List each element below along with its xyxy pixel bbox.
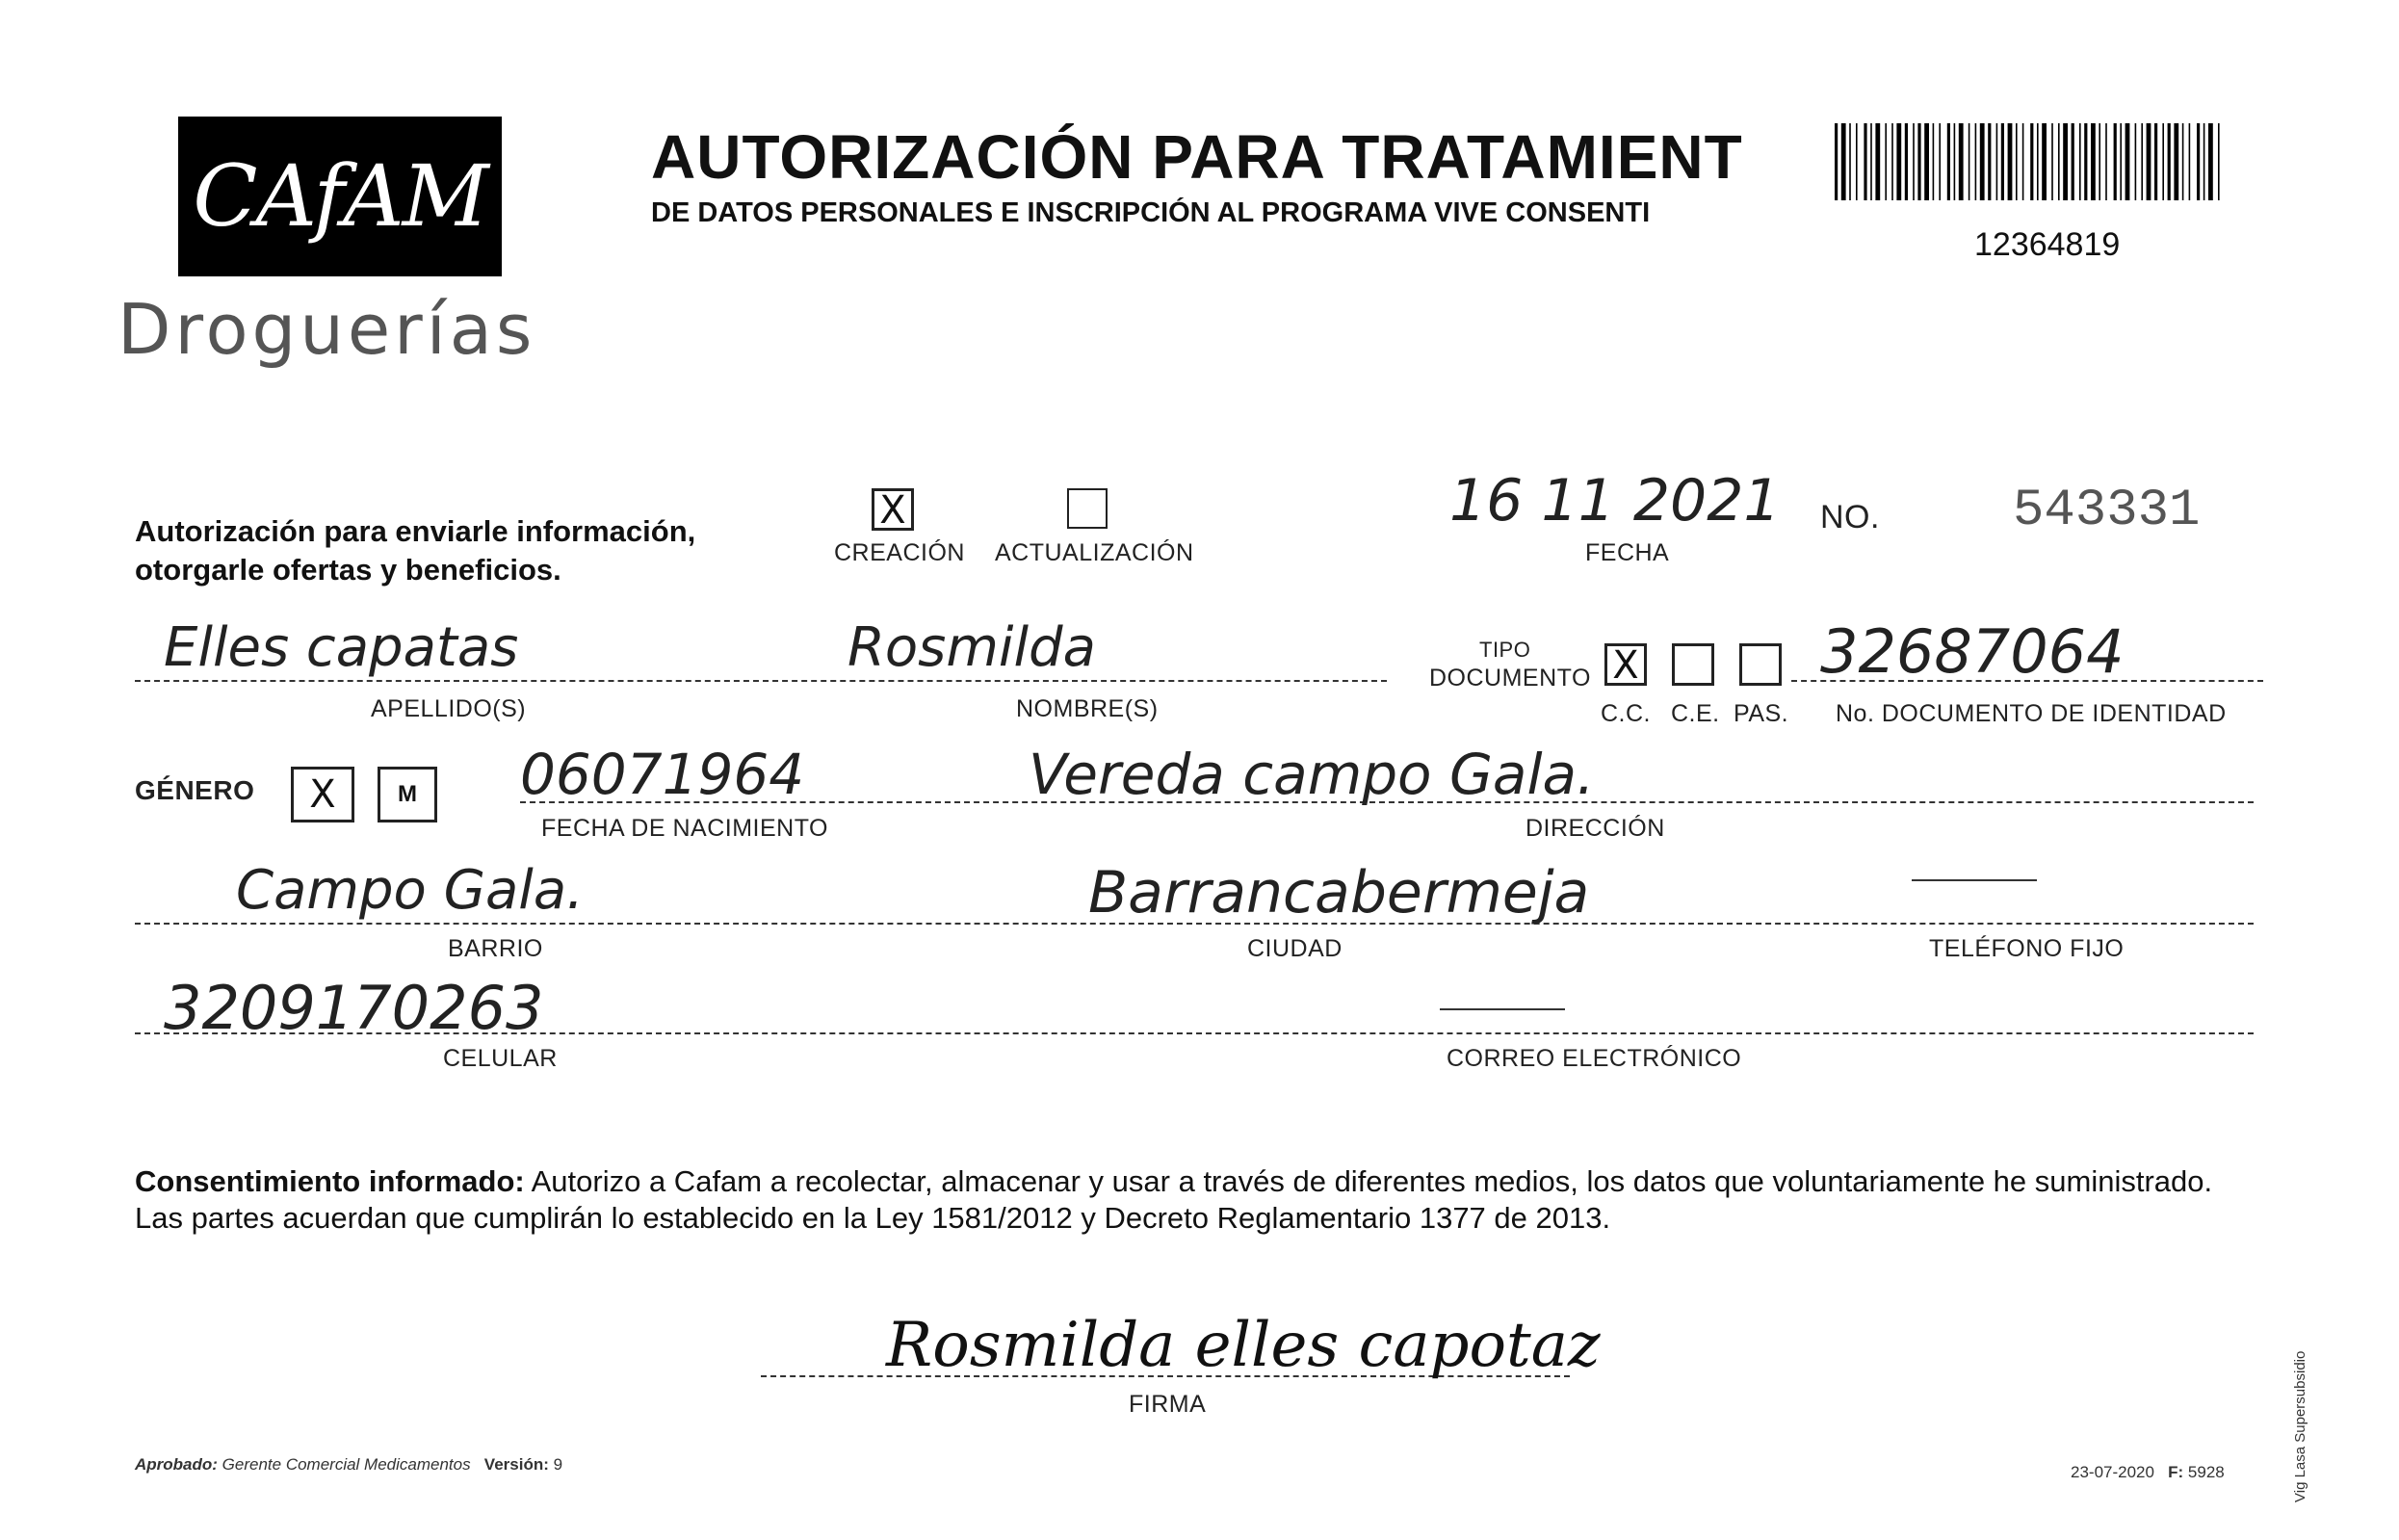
- barcode-bar: [2016, 123, 2018, 200]
- phone-label: TELÉFONO FIJO: [1929, 935, 2125, 962]
- cc-label: C.C.: [1601, 700, 1651, 727]
- document-number-value[interactable]: 32687064: [1820, 616, 2125, 687]
- ce-checkbox[interactable]: [1672, 643, 1714, 686]
- barcode-bar: [2174, 123, 2178, 200]
- barcode-bar: [1875, 123, 1880, 200]
- signature: Rosmilda elles capotaz: [886, 1310, 1601, 1381]
- version-label: Versión:: [483, 1455, 549, 1474]
- barcode-bar: [2008, 123, 2013, 200]
- city-label: CIUDAD: [1247, 935, 1343, 962]
- address-value[interactable]: Vereda campo Gala.: [1029, 742, 1595, 807]
- consent-heading: Consentimiento informado:: [135, 1164, 525, 1198]
- email-strike: [1440, 1008, 1565, 1010]
- creation-label: CREACIÓN: [834, 539, 965, 566]
- cafam-logo: CAfAM: [193, 146, 487, 246]
- documento-label: DOCUMENTO: [1429, 665, 1591, 692]
- barcode-bar: [2125, 123, 2130, 200]
- barcode-bar: [1924, 123, 1929, 200]
- barcode-bar: [1975, 123, 1977, 200]
- barcode-bar: [1885, 123, 1887, 200]
- mobile-label: CELULAR: [443, 1045, 558, 1072]
- barcode-bar: [2099, 123, 2100, 200]
- gender-m-checkbox[interactable]: [378, 767, 437, 822]
- barcode-bar: [2154, 123, 2157, 200]
- barcode-bar: [1864, 123, 1866, 200]
- update-label: ACTUALIZACIÓN: [995, 539, 1194, 566]
- barcode-bar: [2120, 123, 2122, 200]
- barcode-bar: [2218, 123, 2220, 200]
- update-checkbox[interactable]: [1067, 488, 1108, 529]
- barcode-bar: [2105, 123, 2107, 200]
- barcode-bar: [2079, 123, 2081, 200]
- barcode-bar: [2197, 123, 2200, 200]
- footer-date: 23-07-2020: [2071, 1463, 2154, 1481]
- creation-checkbox[interactable]: [872, 488, 914, 531]
- barcode-bar: [2072, 123, 2074, 200]
- creation-check-mark: X: [879, 488, 906, 533]
- barrio-label: BARRIO: [448, 935, 543, 962]
- barcode-bar: [1959, 123, 1964, 200]
- consent-body: Autorizo a Cafam a recolectar, almacenar y usar a través de diferentes medios, los datos que voluntariamente he suministrado. Las partes acuerdan que cumplirán lo establecido en la Ley 1581/2012 y Decreto Reglamentario 1377 de 2013.: [135, 1164, 2213, 1235]
- barrio-value[interactable]: Campo Gala.: [236, 859, 584, 922]
- date-value: 16 11 2021: [1449, 467, 1781, 535]
- barcode-bar: [2168, 123, 2171, 200]
- barcode-bar: [2114, 123, 2117, 200]
- approved-label: Aprobado:: [135, 1455, 218, 1474]
- barcode-bar: [1913, 123, 1915, 200]
- cc-checkbox[interactable]: [1604, 643, 1647, 686]
- barcode-bar: [2182, 123, 2184, 200]
- tipo-label: TIPO: [1479, 638, 1531, 662]
- barcode-bar: [1841, 123, 1846, 200]
- approval-footer: [135, 1455, 562, 1475]
- barcode-bar: [2037, 123, 2039, 200]
- serial-number: 12364819: [1974, 226, 2121, 263]
- apellido-value[interactable]: Elles capatas: [164, 616, 519, 679]
- version-value: 9: [553, 1455, 563, 1474]
- ce-label: C.E.: [1671, 700, 1720, 727]
- barcode-bar: [1849, 123, 1851, 200]
- authorization-heading: [135, 512, 695, 589]
- cc-check-mark: X: [1612, 643, 1639, 688]
- side-vertical-text: Vig Lasa Supersubsidio: [2292, 1350, 2308, 1502]
- barcode-bar: [1835, 123, 1838, 200]
- nombre-value[interactable]: Rosmilda: [847, 616, 1096, 679]
- barcode-bar: [2091, 123, 2096, 200]
- barcode-bar: [2084, 123, 2087, 200]
- apellido-label: APELLIDO(S): [371, 695, 527, 722]
- gender-label: GÉNERO: [135, 775, 255, 805]
- pas-checkbox[interactable]: [1739, 643, 1782, 686]
- authorization-line-2: otorgarle ofertas y beneficios.: [135, 553, 561, 587]
- city-value[interactable]: Barrancabermeja: [1088, 859, 1590, 927]
- barcode-bar: [1996, 123, 1998, 200]
- barcode-bar: [1969, 123, 1970, 200]
- consent-text: [135, 1163, 2254, 1237]
- footer-f-label: F:: [2168, 1463, 2184, 1481]
- barcode-bar: [2203, 123, 2205, 200]
- date-label: FECHA: [1585, 539, 1670, 566]
- barcode-bar: [1988, 123, 1991, 200]
- barcode-bar: [1856, 123, 1858, 200]
- authorization-line-1: Autorización para enviarle información,: [135, 514, 696, 548]
- signature-label: FIRMA: [1129, 1391, 1207, 1418]
- barcode-bar: [2022, 123, 2024, 200]
- birth-date-value[interactable]: 06071964: [520, 742, 805, 807]
- barcode-bar: [2208, 123, 2213, 200]
- barcode-bar: [1939, 123, 1941, 200]
- barcode-bar: [1896, 123, 1901, 200]
- barcode-bar: [1933, 123, 1935, 200]
- barcode-bar: [2189, 123, 2191, 200]
- barcode-bar: [1870, 123, 1872, 200]
- barcode-bar: [2058, 123, 2060, 200]
- barcode-bar: [1947, 123, 1950, 200]
- barcode-icon: [1835, 123, 2220, 200]
- address-label: DIRECCIÓN: [1525, 815, 1665, 842]
- barcode-bar: [2030, 123, 2033, 200]
- footer-f-value: 5928: [2187, 1463, 2225, 1481]
- barcode-bar: [1905, 123, 1908, 200]
- approved-value: Gerente Comercial Medicamentos: [222, 1455, 471, 1474]
- pas-label: PAS.: [1734, 700, 1789, 727]
- logo-subtitle: Droguerías: [117, 289, 536, 370]
- document-title: AUTORIZACIÓN PARA TRATAMIENT: [651, 122, 1743, 192]
- barcode-bar: [2051, 123, 2053, 200]
- barcode-bar: [1954, 123, 1956, 200]
- nombre-label: NOMBRE(S): [1016, 695, 1159, 722]
- document-number-label: No. DOCUMENTO DE IDENTIDAD: [1836, 700, 2227, 727]
- gender-m-label: M: [398, 781, 417, 807]
- mobile-value[interactable]: 3209170263: [164, 973, 544, 1043]
- barcode-bar: [2063, 123, 2068, 200]
- barcode-bar: [2162, 123, 2164, 200]
- barcode-bar: [1917, 123, 1920, 200]
- number-value: 543331: [2013, 482, 2201, 540]
- number-label: NO.: [1820, 499, 1880, 535]
- gender-f-checkbox[interactable]: [291, 767, 354, 822]
- barcode-bar: [2141, 123, 2143, 200]
- row1-line: [135, 680, 1387, 682]
- phone-strike: [1912, 879, 2037, 881]
- barcode-bar: [1980, 123, 1985, 200]
- barcode-bar: [2135, 123, 2137, 200]
- barcode-bar: [1891, 123, 1893, 200]
- barcode-bar: [2147, 123, 2151, 200]
- gender-f-mark: X: [309, 772, 336, 817]
- birth-date-label: FECHA DE NACIMIENTO: [541, 815, 828, 842]
- footer-right: [2071, 1463, 2225, 1482]
- barcode-bar: [2001, 123, 2004, 200]
- document-subtitle: DE DATOS PERSONALES E INSCRIPCIÓN AL PROGRAMA VIVE CONSENTI: [651, 197, 1651, 228]
- email-label: CORREO ELECTRÓNICO: [1447, 1045, 1742, 1072]
- barcode-bar: [2042, 123, 2047, 200]
